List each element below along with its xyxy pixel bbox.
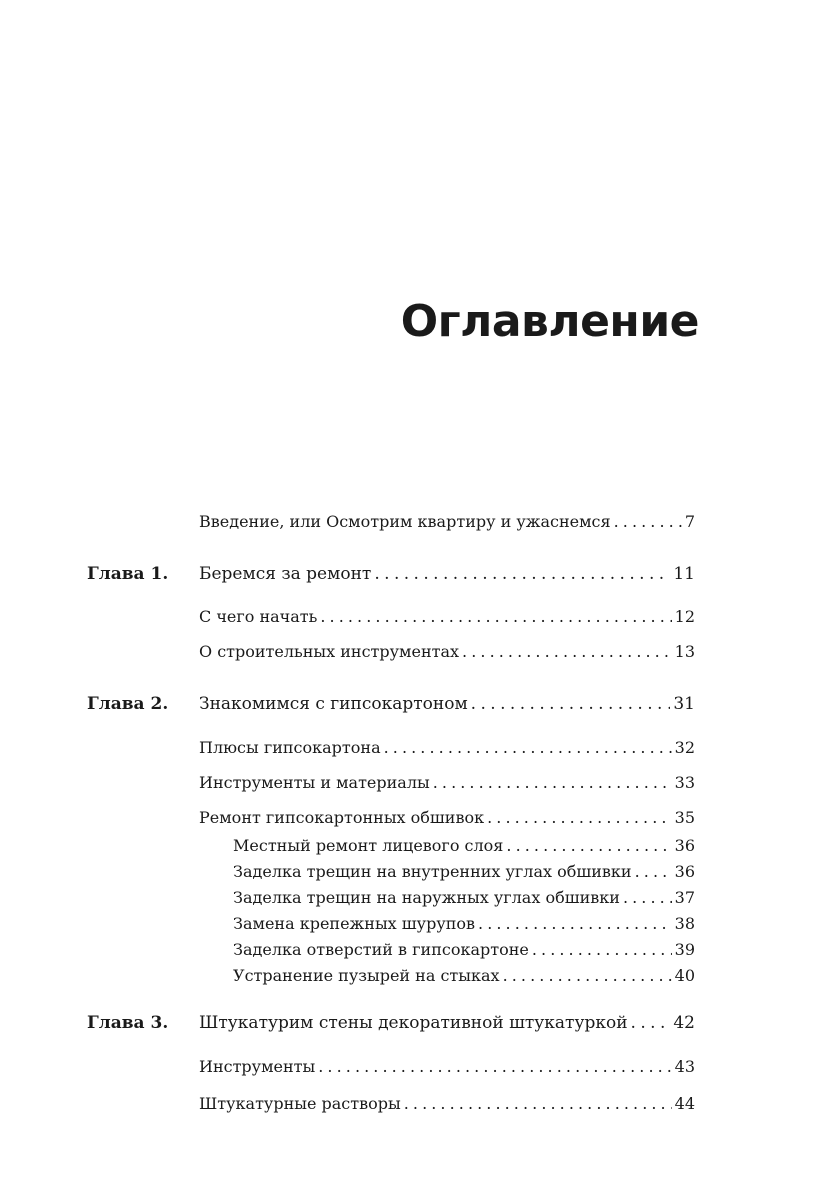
entry-page: 32: [674, 738, 695, 757]
toc-entry[interactable]: [87, 736, 695, 760]
chapter-label: Глава 3.: [87, 1013, 169, 1033]
toc-entry[interactable]: [87, 1055, 695, 1079]
toc-chapter-entry[interactable]: [87, 1011, 695, 1035]
dot-leader: [631, 1011, 671, 1035]
entry-page: 36: [674, 862, 695, 881]
toc-chapter-entry[interactable]: [87, 692, 695, 716]
entry-title: О строительных инструментах: [199, 642, 460, 661]
entry-page: 38: [674, 914, 695, 933]
dot-leader: [374, 562, 670, 586]
dot-leader: [462, 640, 672, 664]
toc-entry[interactable]: [87, 806, 695, 830]
entry-page: 33: [674, 773, 695, 792]
entry-title: Инструменты: [199, 1057, 316, 1076]
entry-title: Замена крепежных шурупов: [233, 914, 476, 933]
toc-entry[interactable]: [87, 771, 695, 795]
entry-title: Заделка отверстий в гипсокартоне: [233, 940, 529, 959]
entry-title: Местный ремонт лицевого слоя: [233, 836, 504, 855]
dot-leader: [506, 834, 671, 858]
entry-page: 44: [674, 1094, 695, 1113]
entry-page: 42: [673, 1013, 695, 1033]
entry-title: Знакомимся с гипсокартоном: [199, 694, 468, 714]
dot-leader: [614, 510, 682, 534]
toc-subentry[interactable]: [87, 834, 695, 858]
toc-entry[interactable]: [87, 605, 695, 629]
toc-entry[interactable]: [87, 640, 695, 664]
toc-subentry[interactable]: [87, 964, 695, 988]
entry-page: 7: [684, 512, 695, 531]
dot-leader: [503, 964, 672, 988]
toc-subentry[interactable]: [87, 938, 695, 962]
dot-leader: [478, 912, 672, 936]
dot-leader: [635, 860, 672, 884]
dot-leader: [318, 1055, 671, 1079]
dot-leader: [623, 886, 672, 910]
toc-subentry[interactable]: [87, 886, 695, 910]
entry-title: Штукатурные растворы: [199, 1094, 401, 1113]
entry-page: 12: [674, 607, 695, 626]
entry-title: Введение, или Осмотрим квартиру и ужаснемся: [199, 512, 611, 531]
entry-title: Ремонт гипсокартонных обшивок: [199, 808, 485, 827]
entry-title: Штукатурим стены декоративной штукатуркой: [199, 1013, 628, 1033]
entry-page: 11: [673, 564, 695, 584]
page-title: Оглавление: [400, 296, 699, 347]
entry-title: Беремся за ремонт: [199, 564, 372, 584]
dot-leader: [384, 736, 672, 760]
dot-leader: [471, 692, 671, 716]
entry-title: Плюсы гипсокартона: [199, 738, 381, 757]
chapter-label: Глава 1.: [87, 564, 169, 584]
toc-chapter-entry[interactable]: [87, 562, 695, 586]
toc-entry[interactable]: [87, 1092, 695, 1116]
dot-leader: [532, 938, 672, 962]
entry-title: С чего начать: [199, 607, 318, 626]
dot-leader: [404, 1092, 672, 1116]
entry-title: Заделка трещин на наружных углах обшивки: [233, 888, 620, 907]
dot-leader: [433, 771, 672, 795]
entry-page: 31: [673, 694, 695, 714]
entry-page: 35: [674, 808, 695, 827]
entry-page: 36: [674, 836, 695, 855]
dot-leader: [320, 605, 671, 629]
entry-page: 43: [674, 1057, 695, 1076]
toc-entry[interactable]: [87, 510, 695, 534]
entry-title: Заделка трещин на внутренних углах обшивки: [233, 862, 632, 881]
entry-title: Инструменты и материалы: [199, 773, 430, 792]
chapter-label: Глава 2.: [87, 694, 169, 714]
entry-page: 40: [674, 966, 695, 985]
entry-page: 37: [674, 888, 695, 907]
entry-page: 13: [674, 642, 695, 661]
entry-page: 39: [674, 940, 695, 959]
entry-title: Устранение пузырей на стыках: [233, 966, 500, 985]
toc-subentry[interactable]: [87, 912, 695, 936]
toc-subentry[interactable]: [87, 860, 695, 884]
dot-leader: [487, 806, 672, 830]
